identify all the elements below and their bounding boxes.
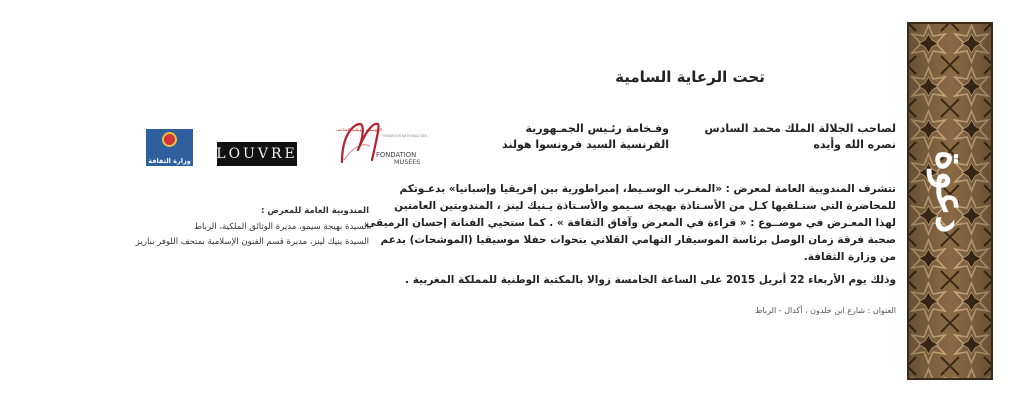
page-title: تحت الرعاية السامية: [615, 68, 765, 86]
commissioner-item-1: السيدة بهيجة سيمو، مديرة الوثائق الملكية، الرباط: [194, 222, 369, 232]
foundation-name-text: FONDATION: [376, 151, 417, 159]
invitation-line-5: من وزارة الثقافة.: [803, 251, 896, 263]
foundation-sub-text: MUSÉES: [394, 158, 421, 166]
panel-word-wrapper: [907, 22, 993, 380]
commissioner-item-2: السيدة ينيك لينز، مديرة قسم الفنون الإسلامية بمتحف اللوفر بباريز: [135, 237, 369, 247]
fondation-musees-logo: [336, 120, 432, 166]
event-date-line: وذلك يوم الأربعاء 22 أبريل 2015 على الساعة الخامسة زوالا بالمكتبة الوطنية للمملكة المغربية .: [405, 274, 896, 286]
invitation-line-3: لهذا المعـرض في موضــوع : « قراءة في المعرض وآفاق الثقافة » . كما ستحيي الفنانة إحسان الرميقي: [365, 217, 896, 229]
foundation-arabic-text: المؤسسة الوطنية للمتاحف: [336, 127, 382, 132]
ministry-crest-icon: [162, 132, 177, 147]
commissioners-title: المندوبية العامة للمعرض :: [261, 206, 369, 216]
louvre-logo-text: LOUVRE: [216, 146, 298, 162]
foundation-latin-text: FONDATION NATIONALE DES: [382, 134, 428, 138]
ministry-logo-text: وزارة الثقافة: [148, 157, 191, 165]
patron-king-line2: نصره الله وأيده: [813, 138, 896, 151]
patron-president-line1: وفـخامة رئـيس الجمـهورية: [525, 122, 669, 135]
invitation-line-2: للمحاضرة التي ستـلقيها كـل من الأسـتاذة بهيجة سـيمو والأسـتاذة يـنيك لينز ، المندوبتين العامتين: [394, 200, 896, 212]
patron-king-line1: لصاحب الجلالة الملك محمد السادس: [704, 122, 896, 135]
louvre-logo: [217, 142, 297, 166]
patron-president-line2: الفرنسية السيد فرونسوا هولند: [502, 138, 669, 151]
invitation-line-1: تتشرف المندوبية العامة لمعرض : «المغـرب الوسـيط، إمبراطورية بين إفريقيا وإسبانيا» بدعـوتكم: [399, 183, 896, 195]
ministry-of-culture-logo: [146, 129, 193, 166]
panel-invitation-word: دعوة: [927, 150, 974, 234]
event-address: العنوان : شارع ابن خلدون ، أكدال - الرباط: [755, 306, 896, 315]
invitation-line-4: صحبة فرقة زمان الوصل برئاسة الموسيقار التهامي القلاني بنحوات حفلا موسيقيا (الموشحات) بدعم: [380, 234, 896, 246]
